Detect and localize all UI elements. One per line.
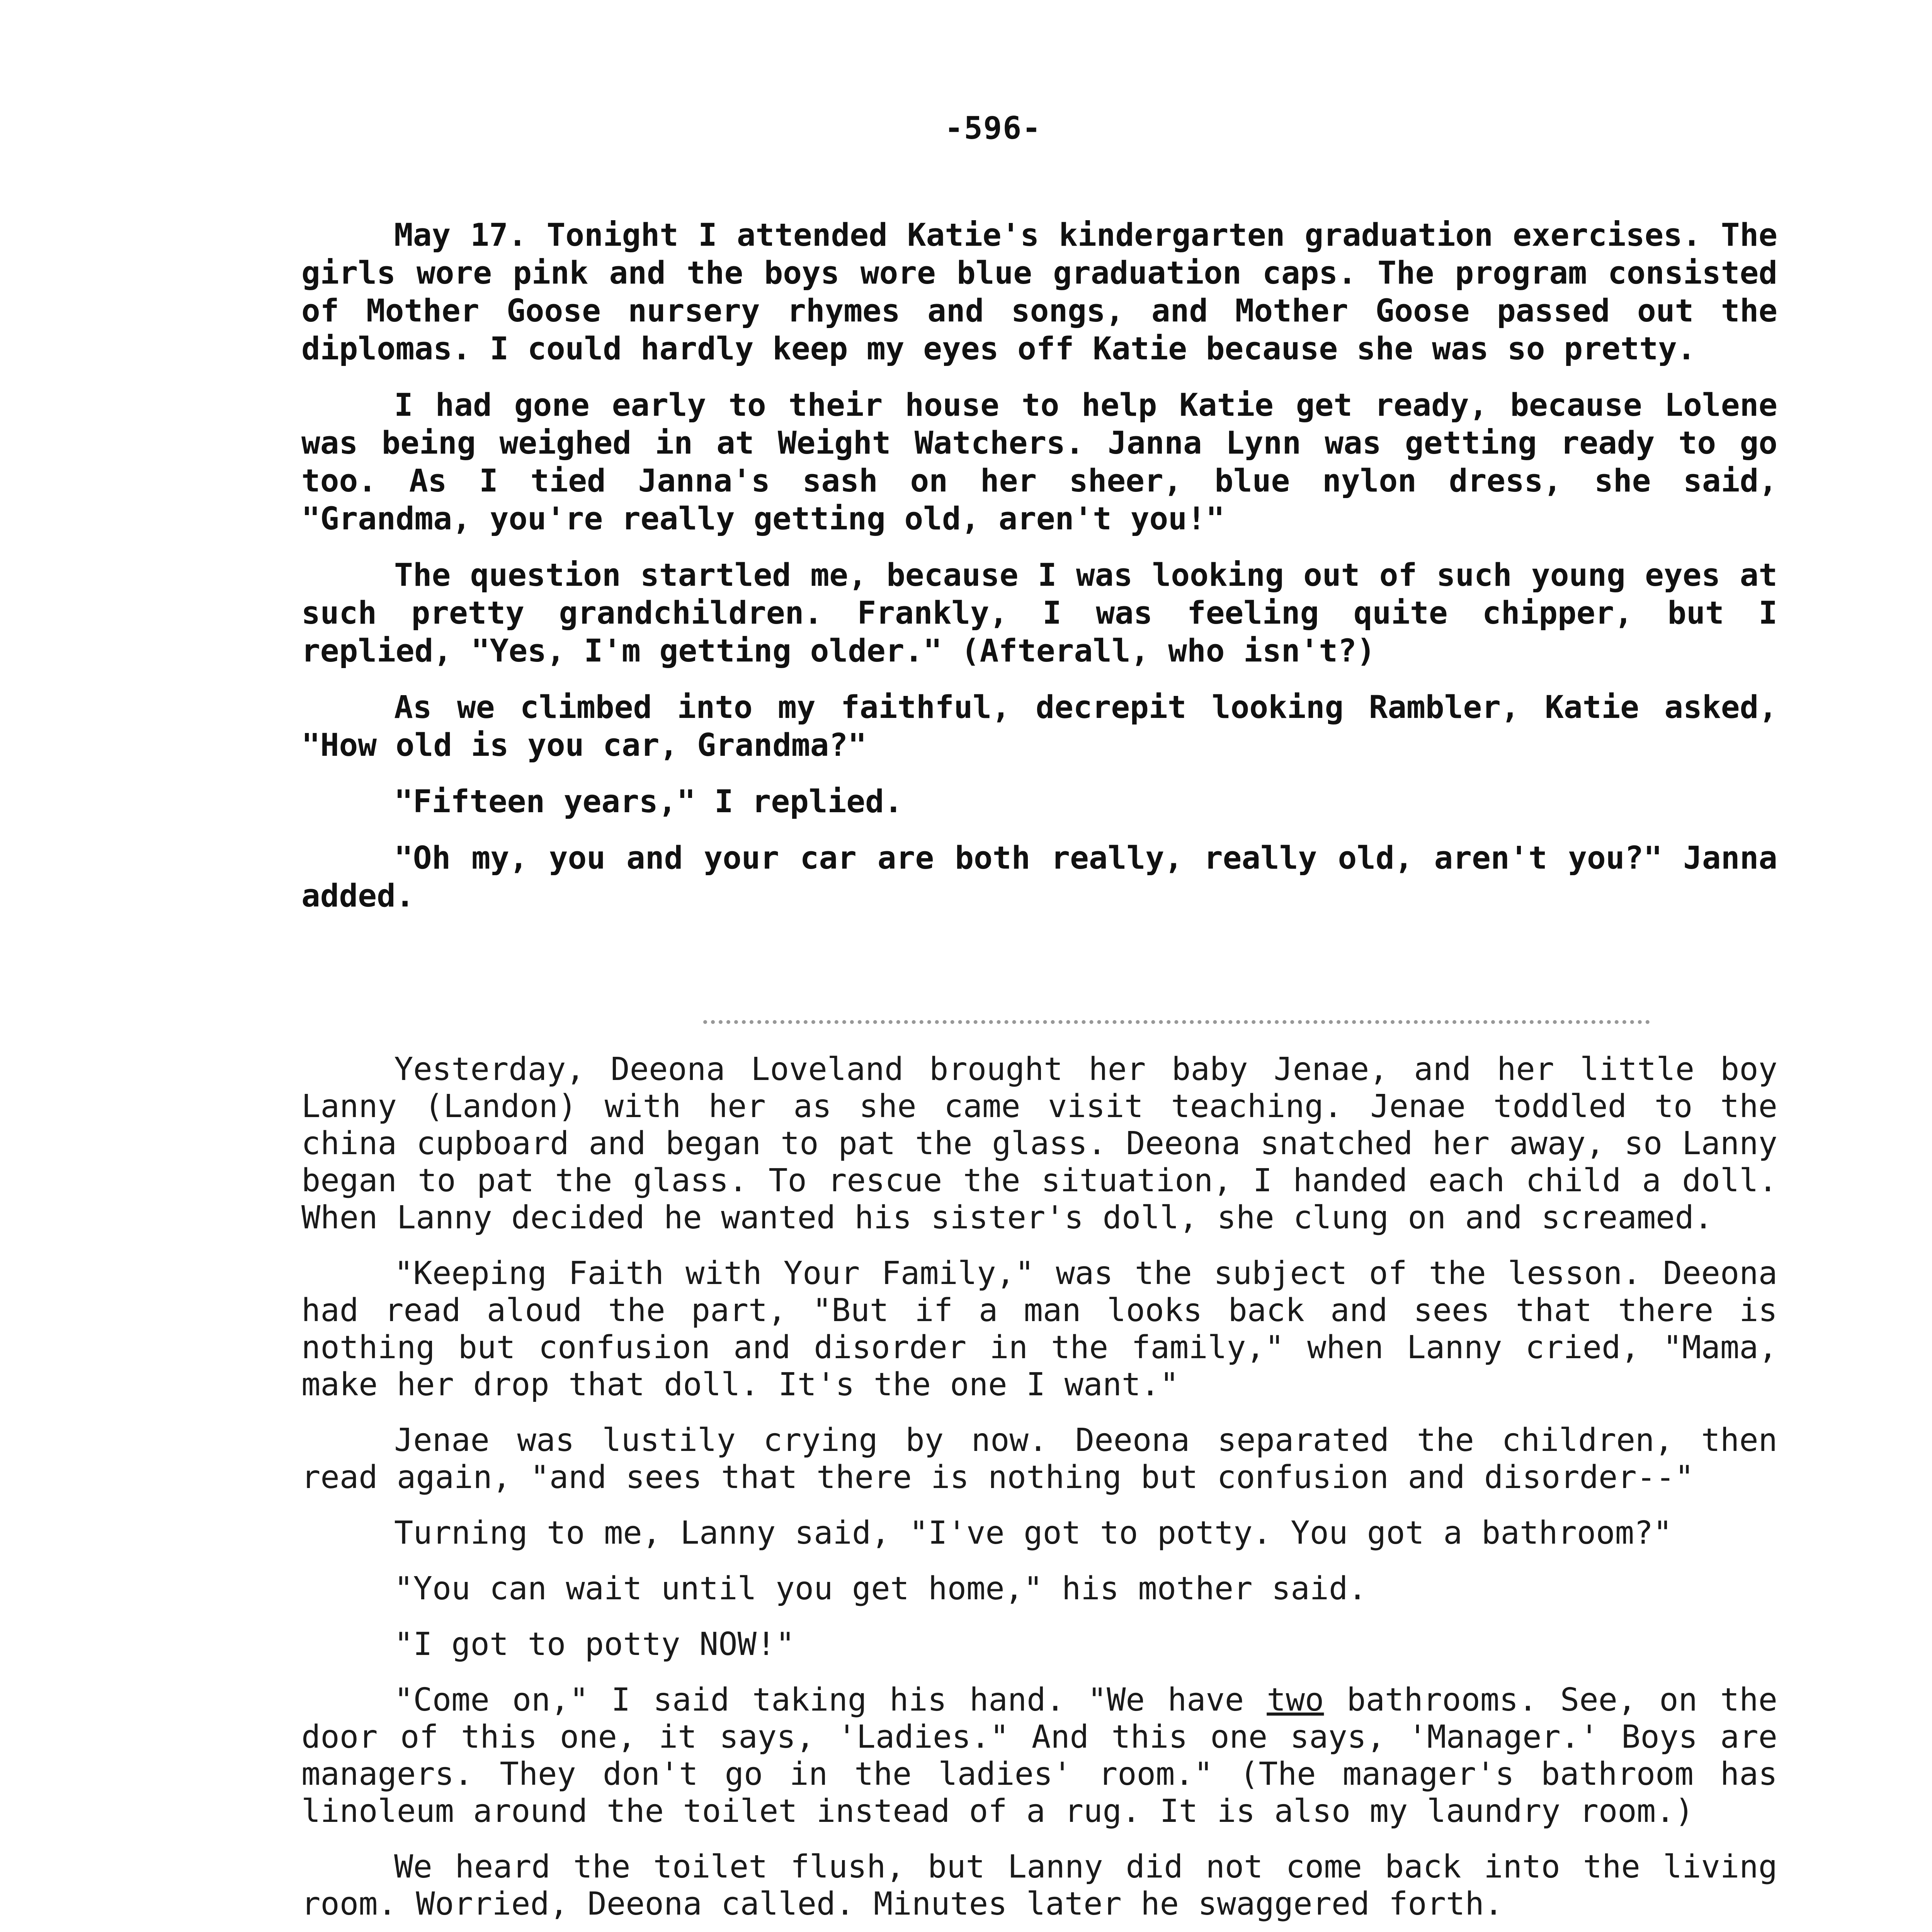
section-divider [703,1020,1650,1024]
paragraph-question: The question startled me, because I was looking out of such young eyes at such pretty grandchildren. Frankly, I was feeling quite chipper, but I replied, "Yes, I'm getting older." (Afterall, who isn't?) [301,557,1777,669]
paragraph-swaggered: We heard the toilet flush, but Lanny did not come back into the living room. Worried, Deeona called. Minutes later he swaggered forth. [301,1849,1777,1922]
paragraph-potty-now: "I got to potty NOW!" [394,1626,795,1663]
paragraph-crying: Jenae was lustily crying by now. Deeona separated the children, then read again, "and sees that there is nothing but confusion and disorder--" [301,1422,1777,1496]
paragraph-lesson: "Keeping Faith with Your Family," was the subject of the lesson. Deeona had read aloud the part, "But if a man looks back and sees that there is nothing but confusion and disorder in the family," when Lanny cried, "Mama, make her drop that doll. It's the one I want." [301,1255,1777,1403]
bathrooms-text-before: "Come on," I said taking his hand. "We have [394,1682,1267,1718]
underlined-two: two [1267,1682,1324,1718]
journal-entry-may-17 [301,216,1777,934]
bathrooms-text-after: bathrooms. See, on the door of this one, it says, 'Ladies." And this one says, 'Manager.' Boys are managers. They don't go in the ladies' room." (The manager's bathroom has linoleum around the toilet instead of a rug. It is also my laundry room.) [301,1682,1778,1830]
journal-entry-visit-teaching [301,1051,1777,1932]
paragraph-getting-ready: I had gone early to their house to help Katie get ready, because Lolene was being weighed in at Weight Watchers. Janna Lynn was getting ready to go too. As I tied Janna's sash on her sheer, blue nylon dress, she said, "Grandma, you're really getting old, aren't you!" [301,387,1777,537]
paragraph-old-car: "Oh my, you and your car are both really, really old, aren't you?" Janna added. [301,840,1777,914]
paragraph-visit-teaching: Yesterday, Deeona Loveland brought her baby Jenae, and her little boy Lanny (Landon) with her as she came visit teaching. Jenae toddled to the china cupboard and began to pat the glass. Deeona snatched her away, so Lanny began to pat the glass. To rescue the situation, I handed each child a doll. When Lanny decided he wanted his sister's doll, she clung on and screamed. [301,1051,1777,1236]
paragraph-graduation: May 17. Tonight I attended Katie's kindergarten graduation exercises. The girls wore pink and the boys wore blue graduation caps. The program consisted of Mother Goose nursery rhymes and songs, and Mother Goose passed out the diplomas. I could hardly keep my eyes off Katie because she was so pretty. [301,217,1777,367]
paragraph-fifteen-years: "Fifteen years," I replied. [394,784,903,820]
paragraph-potty: Turning to me, Lanny said, "I've got to potty. You got a bathroom?" [394,1515,1672,1551]
paragraph-wait: "You can wait until you get home," his mother said. [394,1570,1367,1607]
page-number: -596- [944,110,1042,146]
paragraph-bathrooms [301,1682,1777,1830]
paragraph-rambler: As we climbed into my faithful, decrepit looking Rambler, Katie asked, "How old is you car, Grandma?" [301,689,1777,764]
